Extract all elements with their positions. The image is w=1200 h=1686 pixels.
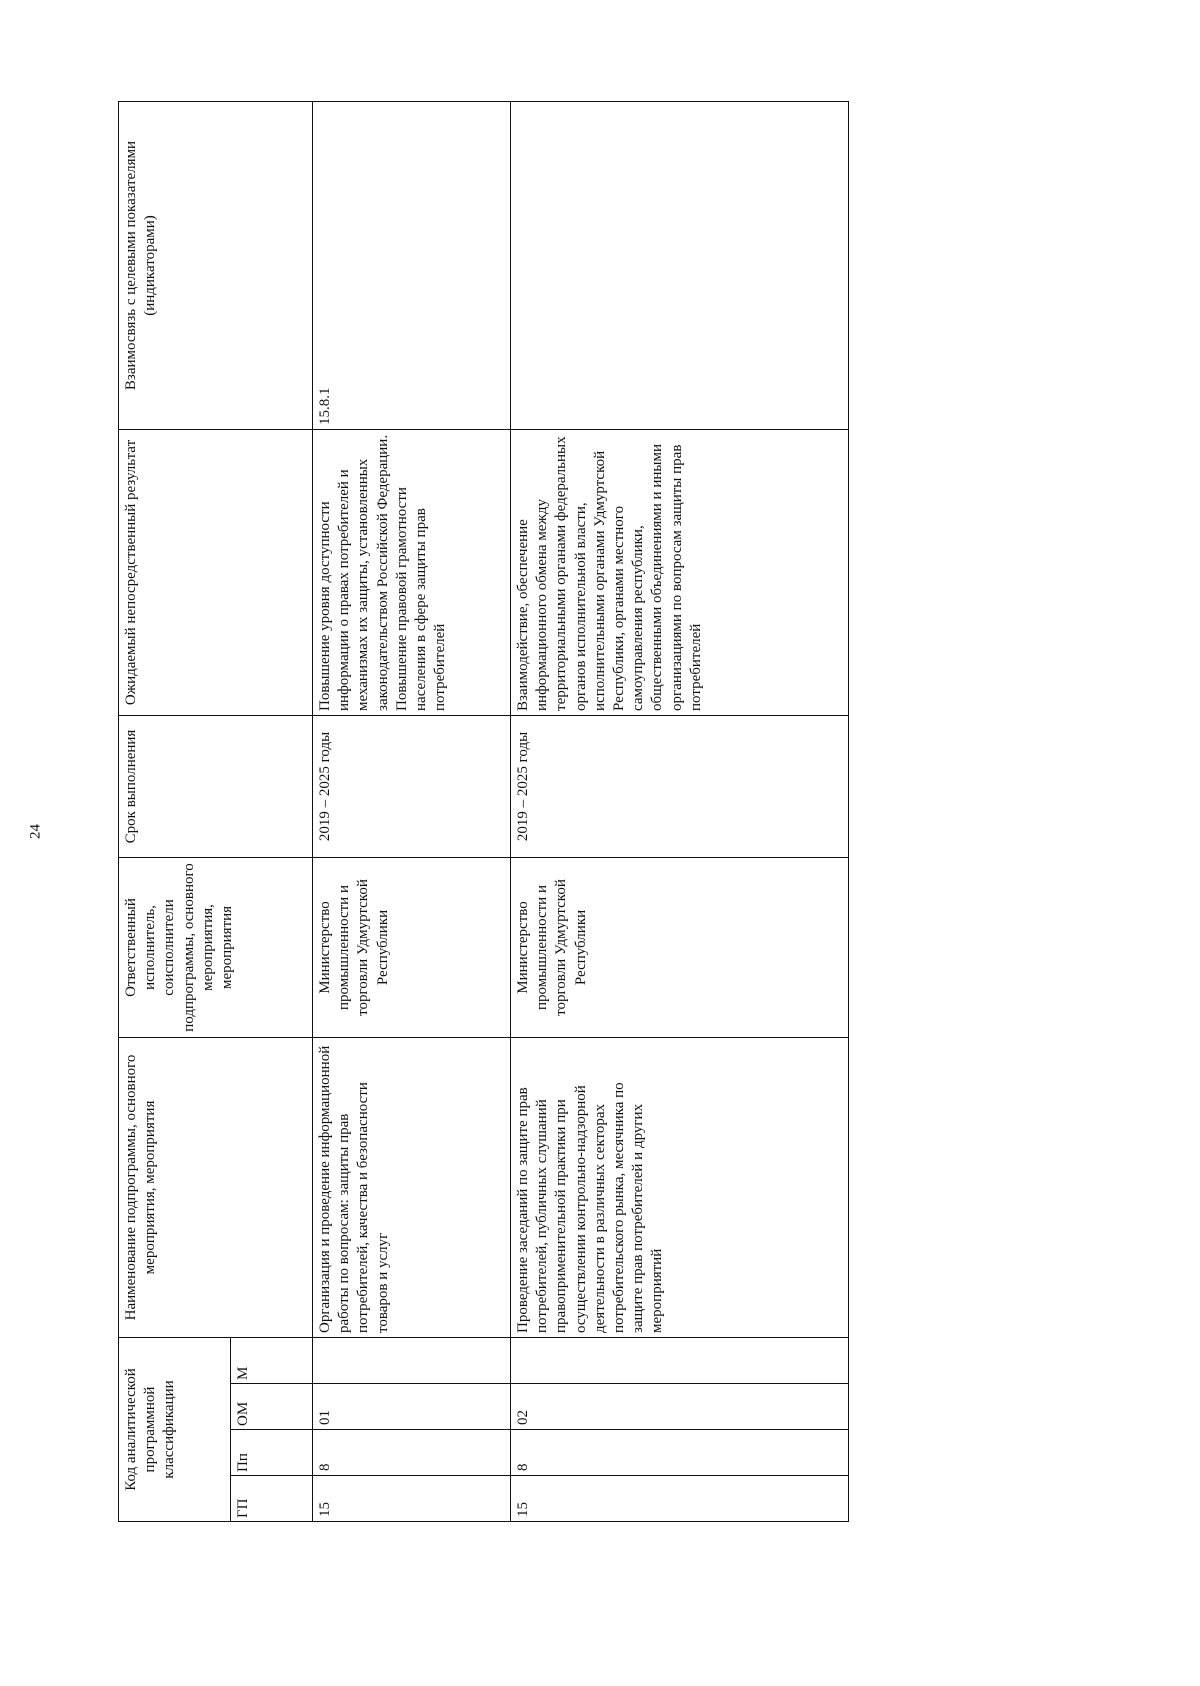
header-m: М: [231, 1337, 313, 1383]
cell-result: Повышение уровня доступности информации о правах потребителей и механизмах их защиты, установленных законодательством Российской Федерации. Повышение правовой грамотности населения в сфере защиты прав потребителей: [313, 429, 511, 715]
cell-responsible: Министерство промышленности и торговли Удмуртской Республики: [511, 857, 849, 1037]
header-name: Наименование подпрограммы, основного мероприятия, мероприятия: [119, 1037, 313, 1337]
cell-om: 02: [511, 1384, 849, 1430]
header-code-group: Код аналитической программной классификации: [119, 1337, 231, 1521]
cell-gp: 15: [511, 1476, 849, 1522]
table-row: [511, 101, 849, 1521]
header-responsible: Ответственный исполнитель, соисполнители подпрограммы, основного мероприятия, мероприятия: [119, 857, 313, 1037]
cell-responsible: Министерство промышленности и торговли Удмуртской Республики: [313, 857, 511, 1037]
header-gp: ГП: [231, 1476, 313, 1522]
table-header-row: [119, 101, 231, 1521]
header-indicators: Взаимосвязь с целевыми показателями (индикаторами): [119, 101, 313, 429]
cell-term: 2019 – 2025 годы: [511, 715, 849, 857]
cell-name: Проведение заседаний по защите прав потребителей, публичных слушаний правоприменительной практики при осуществлении контрольно-надзорной деятельности в различных секторах потребительского рынка, месячника по защите прав потребителей и других мероприятий: [511, 1037, 849, 1337]
cell-pp: 8: [511, 1430, 849, 1476]
cell-m: [511, 1337, 849, 1383]
cell-indicator: [511, 101, 849, 429]
cell-om: 01: [313, 1384, 511, 1430]
cell-indicator: 15.8.1: [313, 101, 511, 429]
header-term: Срок выполнения: [119, 715, 313, 857]
cell-name: Организация и проведение информационной работы по вопросам: защиты прав потребителей, качества и безопасности товаров и услуг: [313, 1037, 511, 1337]
cell-term: 2019 – 2025 годы: [313, 715, 511, 857]
program-measures-table: [118, 101, 849, 1522]
page-number: 24: [27, 824, 44, 839]
header-om: ОМ: [231, 1384, 313, 1430]
cell-gp: 15: [313, 1476, 511, 1522]
cell-m: [313, 1337, 511, 1383]
header-result: Ожидаемый непосредственный результат: [119, 429, 313, 715]
cell-pp: 8: [313, 1430, 511, 1476]
cell-result: Взаимодействие, обеспечение информационного обмена между территориальными органами федеральных органов исполнительной власти, исполнительными органами Удмуртской Республики, органами местного самоуправления республики, общественными объединениями и иными организациями по вопросам защиты прав потребителей: [511, 429, 849, 715]
table-row: [313, 101, 511, 1521]
header-pp: Пп: [231, 1430, 313, 1476]
rotated-table-sheet: [118, 102, 848, 1522]
